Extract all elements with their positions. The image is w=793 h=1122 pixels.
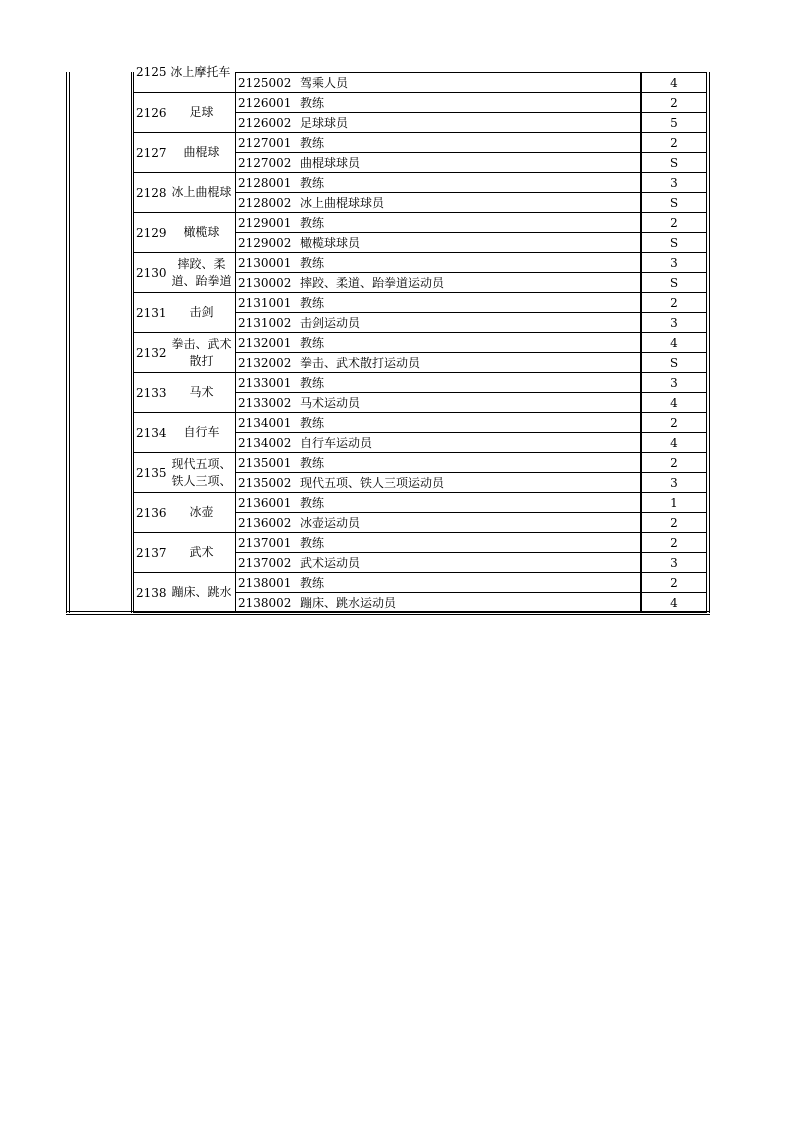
row-name: 教练	[298, 493, 642, 512]
group-name: 蹦床、跳水	[171, 585, 232, 599]
table-row	[236, 333, 706, 352]
table-row	[236, 493, 706, 512]
group-name: 橄榄球	[183, 225, 220, 239]
table-row	[236, 573, 706, 592]
table-row	[236, 192, 706, 212]
table-row	[236, 373, 706, 392]
table-group	[134, 413, 706, 453]
group-cell	[134, 573, 236, 612]
table-row	[236, 213, 706, 232]
row-code: 2134001	[238, 415, 292, 430]
row-count: S	[669, 155, 679, 170]
group-code: 2129	[136, 225, 167, 240]
group-cell	[134, 253, 236, 292]
row-count: 2	[670, 295, 678, 310]
group-cell	[134, 93, 236, 132]
table-row	[236, 93, 706, 112]
row-code: 2135001	[238, 455, 292, 470]
table-row	[236, 533, 706, 552]
row-code: 2138002	[238, 595, 292, 610]
row-count: 2	[670, 135, 678, 150]
row-code: 2137001	[238, 535, 292, 550]
row-code: 2135002	[238, 475, 292, 490]
row-count: 4	[670, 335, 678, 350]
row-count: 2	[670, 535, 678, 550]
group-cell	[134, 213, 236, 252]
row-name: 现代五项、铁人三项运动员	[298, 473, 642, 492]
table-row	[236, 293, 706, 312]
row-name: 教练	[298, 413, 642, 432]
row-name: 橄榄球球员	[298, 233, 642, 252]
row-code: 2127002	[238, 155, 292, 170]
group-rows	[236, 533, 706, 572]
row-count: 1	[670, 495, 678, 510]
group-code: 2128	[136, 185, 167, 200]
group-code: 2133	[136, 385, 167, 400]
group-rows	[236, 93, 706, 132]
group-rows	[236, 133, 706, 172]
group-cell	[134, 333, 236, 372]
row-code: 2128001	[238, 175, 292, 190]
row-count: 3	[670, 175, 678, 190]
table-row	[236, 453, 706, 472]
row-code: 2133002	[238, 395, 292, 410]
row-count: S	[669, 235, 679, 250]
row-name: 教练	[298, 293, 642, 312]
group-cell	[134, 133, 236, 172]
row-code: 2136002	[238, 515, 292, 530]
group-name: 足球	[189, 105, 214, 119]
group-cell	[134, 413, 236, 452]
group-cell	[134, 373, 236, 412]
table-group	[134, 493, 706, 533]
group-name: 摔跤、柔道、跆拳道	[171, 256, 232, 288]
group-code: 2136	[136, 505, 167, 520]
table-row	[236, 253, 706, 272]
table-group	[134, 93, 706, 133]
row-code: 2134002	[238, 435, 292, 450]
group-rows	[236, 293, 706, 332]
table-group	[134, 333, 706, 373]
group-cut-label: 2125 冰上摩托车	[136, 65, 231, 79]
group-cell	[134, 65, 236, 92]
group-rows	[236, 253, 706, 292]
table-group	[134, 253, 706, 293]
table-row	[236, 472, 706, 492]
table-left-border	[66, 72, 70, 613]
table-row	[236, 112, 706, 132]
row-name: 曲棍球球员	[298, 153, 642, 172]
row-name: 教练	[298, 133, 642, 152]
group-code: 2126	[136, 105, 167, 120]
group-name: 冰上曲棍球	[171, 185, 232, 199]
group-name: 击剑	[189, 305, 214, 319]
row-name: 驾乘人员	[298, 73, 642, 92]
row-count: 2	[670, 575, 678, 590]
row-count: 2	[670, 515, 678, 530]
occupation-table	[134, 65, 706, 613]
row-count: 3	[670, 555, 678, 570]
table-group	[134, 173, 706, 213]
row-count: 3	[670, 255, 678, 270]
row-count: 2	[670, 415, 678, 430]
group-code: 2138	[136, 585, 167, 600]
row-code: 2126001	[238, 95, 292, 110]
row-code: 2138001	[238, 575, 292, 590]
table-row	[236, 592, 706, 612]
table-row	[236, 432, 706, 452]
row-name: 教练	[298, 373, 642, 392]
group-rows	[236, 413, 706, 452]
row-count: 4	[670, 435, 678, 450]
table-right-border	[706, 72, 710, 613]
group-cell	[134, 453, 236, 492]
group-name: 马术	[189, 385, 214, 399]
row-count: 2	[670, 95, 678, 110]
table-row	[236, 352, 706, 372]
group-code: 2137	[136, 545, 167, 560]
row-code: 2129001	[238, 215, 292, 230]
group-cell	[134, 173, 236, 212]
row-count: 3	[670, 375, 678, 390]
row-name: 教练	[298, 333, 642, 352]
table-row	[236, 512, 706, 532]
row-name: 教练	[298, 533, 642, 552]
group-cell	[134, 293, 236, 332]
table-group	[134, 133, 706, 173]
table-row	[236, 232, 706, 252]
row-code: 2132001	[238, 335, 292, 350]
row-count: 2	[670, 215, 678, 230]
group-code: 2130	[136, 265, 167, 280]
row-name: 武术运动员	[298, 553, 642, 572]
table-row	[236, 392, 706, 412]
table-row	[236, 133, 706, 152]
table-row	[236, 72, 706, 92]
row-name: 教练	[298, 573, 642, 592]
table-row	[236, 173, 706, 192]
table-group	[134, 573, 706, 613]
row-name: 冰上曲棍球球员	[298, 193, 642, 212]
group-rows	[236, 373, 706, 412]
row-count: 5	[670, 115, 678, 130]
row-name: 教练	[298, 213, 642, 232]
table-row	[236, 413, 706, 432]
group-name: 曲棍球	[183, 145, 220, 159]
row-count: 3	[670, 315, 678, 330]
group-name: 现代五项、铁人三项、	[171, 456, 232, 488]
row-code: 2130001	[238, 255, 292, 270]
table-group	[134, 453, 706, 493]
group-code: 2132	[136, 345, 167, 360]
row-code: 2131001	[238, 295, 292, 310]
row-code: 2136001	[238, 495, 292, 510]
row-count: 4	[670, 395, 678, 410]
group-name: 自行车	[183, 425, 220, 439]
group-code: 2134	[136, 425, 167, 440]
row-name: 蹦床、跳水运动员	[298, 593, 642, 612]
table-group	[134, 533, 706, 573]
row-code: 2128002	[238, 195, 292, 210]
row-code: 2126002	[238, 115, 292, 130]
group-rows	[236, 453, 706, 492]
row-count: 2	[670, 455, 678, 470]
table-group	[134, 373, 706, 413]
group-name: 拳击、武术散打	[171, 336, 232, 368]
row-name: 教练	[298, 453, 642, 472]
row-count: S	[669, 355, 679, 370]
table-row	[236, 152, 706, 172]
table-group-2125	[134, 65, 706, 93]
row-code: 2132002	[238, 355, 292, 370]
row-name: 马术运动员	[298, 393, 642, 412]
row-name: 足球球员	[298, 113, 642, 132]
group-cell	[134, 493, 236, 532]
table-group	[134, 213, 706, 253]
row-count: 3	[670, 475, 678, 490]
table-group	[134, 293, 706, 333]
table-row	[236, 272, 706, 292]
row-code: 2130002	[238, 275, 292, 290]
group-code: 2131	[136, 305, 167, 320]
row-count: S	[669, 275, 679, 290]
row-code: 2133001	[238, 375, 292, 390]
group-rows	[236, 573, 706, 612]
row-name: 教练	[298, 253, 642, 272]
group-name: 武术	[189, 545, 214, 559]
group-code: 2127	[136, 145, 167, 160]
row-code: 2137002	[238, 555, 292, 570]
group-rows	[236, 213, 706, 252]
table-row	[236, 552, 706, 572]
row-name: 教练	[298, 93, 642, 112]
row-code: 2125002	[238, 75, 292, 90]
row-name: 击剑运动员	[298, 313, 642, 332]
group-rows	[236, 173, 706, 212]
row-name: 冰壶运动员	[298, 513, 642, 532]
row-name: 拳击、武术散打运动员	[298, 353, 642, 372]
row-name: 自行车运动员	[298, 433, 642, 452]
row-code: 2127001	[238, 135, 292, 150]
row-code: 2131002	[238, 315, 292, 330]
group-name: 冰壶	[189, 505, 214, 519]
group-code: 2135	[136, 465, 167, 480]
row-name: 摔跤、柔道、跆拳道运动员	[298, 273, 642, 292]
group-rows	[236, 72, 706, 92]
row-count: S	[669, 195, 679, 210]
group-cell	[134, 533, 236, 572]
row-count: 4	[670, 75, 678, 90]
group-rows	[236, 493, 706, 532]
row-code: 2129002	[238, 235, 292, 250]
row-name: 教练	[298, 173, 642, 192]
row-count: 4	[670, 595, 678, 610]
group-rows	[236, 333, 706, 372]
table-row	[236, 312, 706, 332]
